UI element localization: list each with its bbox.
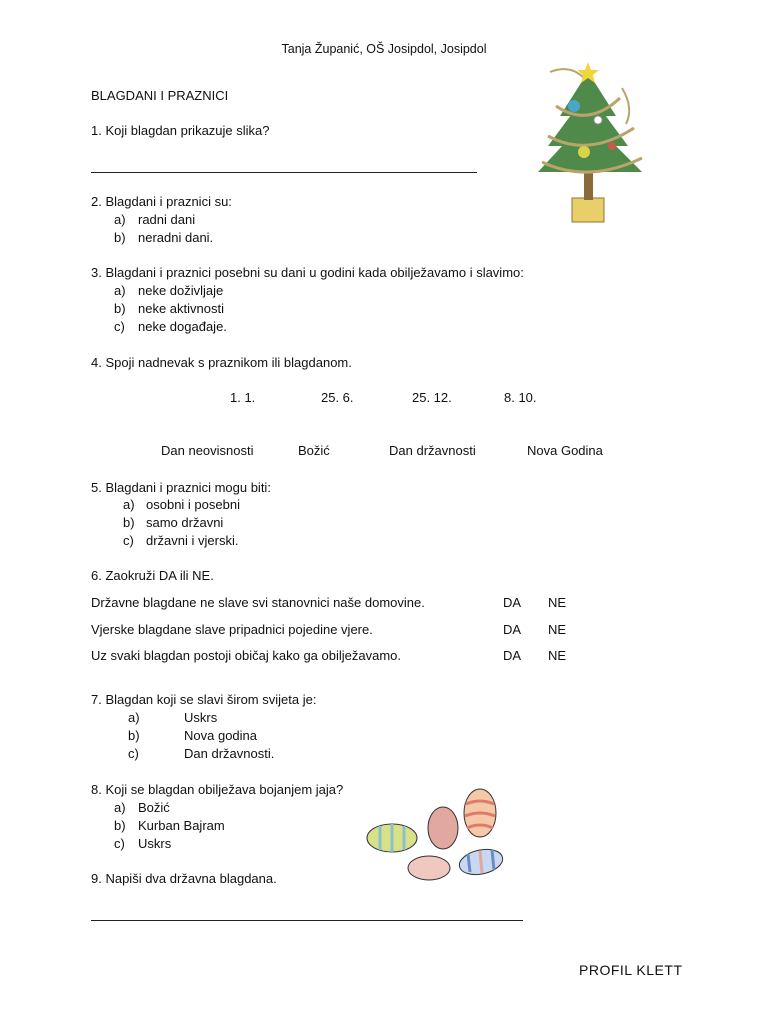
- q3-option-a[interactable]: neke doživljaje: [138, 283, 224, 298]
- q5-option-b-letter: b): [123, 515, 135, 530]
- holiday-item[interactable]: Nova Godina: [527, 443, 603, 458]
- q6-statement: Uz svaki blagdan postoji običaj kako ga obilježavamo.: [91, 648, 402, 663]
- q3-option-c[interactable]: neke događaje.: [138, 319, 227, 334]
- christmas-tree-image: [530, 58, 660, 226]
- q5-option-c-letter: c): [123, 533, 134, 548]
- q7-option-c[interactable]: Dan državnosti.: [184, 746, 275, 761]
- answer-line-9[interactable]: [91, 920, 523, 921]
- q8-option-a[interactable]: Božić: [138, 800, 170, 815]
- question-7: 7. Blagdan koji se slavi širom svijeta je:: [91, 692, 317, 707]
- page-header: Tanja Županić, OŠ Josipdol, Josipdol: [281, 42, 487, 56]
- q7-option-b-letter: b): [128, 728, 140, 743]
- q6-statement: Državne blagdane ne slave svi stanovnici naše domovine.: [91, 595, 425, 610]
- holiday-item[interactable]: Božić: [298, 443, 330, 458]
- q3-option-c-letter: c): [114, 319, 125, 334]
- q6-no-option[interactable]: NE: [548, 622, 567, 637]
- q2-option-a-letter: a): [114, 212, 126, 227]
- date-item[interactable]: 8. 10.: [504, 390, 537, 405]
- question-6: 6. Zaokruži DA ili NE.: [91, 568, 214, 583]
- q8-option-c[interactable]: Uskrs: [138, 836, 172, 851]
- q6-no-option[interactable]: NE: [548, 648, 567, 663]
- question-5: 5. Blagdani i praznici mogu biti:: [91, 480, 271, 495]
- q7-option-c-letter: c): [128, 746, 139, 761]
- q5-option-b[interactable]: samo državni: [146, 515, 224, 530]
- q6-yes-option[interactable]: DA: [503, 595, 522, 610]
- q2-option-b[interactable]: neradni dani.: [138, 230, 214, 245]
- q6-yes-option[interactable]: DA: [503, 622, 522, 637]
- q7-option-a-letter: a): [128, 710, 140, 725]
- question-8: 8. Koji se blagdan obilježava bojanjem jaja?: [91, 782, 344, 797]
- q8-option-b[interactable]: Kurban Bajram: [138, 818, 225, 833]
- question-1: 1. Koji blagdan prikazuje slika?: [91, 123, 270, 138]
- q5-option-c[interactable]: državni i vjerski.: [146, 533, 239, 548]
- q8-option-a-letter: a): [114, 800, 126, 815]
- q7-option-a[interactable]: Uskrs: [184, 710, 218, 725]
- publisher-footer: PROFIL KLETT: [579, 962, 683, 978]
- date-item[interactable]: 25. 6.: [321, 390, 354, 405]
- q8-option-c-letter: c): [114, 836, 125, 851]
- question-9: 9. Napiši dva državna blagdana.: [91, 871, 277, 886]
- q3-option-b-letter: b): [114, 301, 126, 316]
- q7-option-b[interactable]: Nova godina: [184, 728, 257, 743]
- q6-yes-option[interactable]: DA: [503, 648, 522, 663]
- q3-option-a-letter: a): [114, 283, 126, 298]
- q5-option-a-letter: a): [123, 497, 135, 512]
- date-item[interactable]: 1. 1.: [230, 390, 256, 405]
- question-2: 2. Blagdani i praznici su:: [91, 194, 232, 209]
- q2-option-a[interactable]: radni dani: [138, 212, 196, 227]
- q6-no-option[interactable]: NE: [548, 595, 567, 610]
- worksheet-title: BLAGDANI I PRAZNICI: [91, 88, 229, 103]
- question-3: 3. Blagdani i praznici posebni su dani u godini kada obilježavamo i slavimo:: [91, 265, 524, 280]
- answer-line-1[interactable]: [91, 172, 477, 173]
- q8-option-b-letter: b): [114, 818, 126, 833]
- q3-option-b[interactable]: neke aktivnosti: [138, 301, 224, 316]
- q6-statement: Vjerske blagdane slave pripadnici pojedine vjere.: [91, 622, 373, 637]
- q2-option-b-letter: b): [114, 230, 126, 245]
- q5-option-a[interactable]: osobni i posebni: [146, 497, 240, 512]
- holiday-item[interactable]: Dan državnosti: [389, 443, 476, 458]
- holiday-item[interactable]: Dan neovisnosti: [161, 443, 254, 458]
- question-4: 4. Spoji nadnevak s praznikom ili blagdanom.: [91, 355, 352, 370]
- easter-eggs-image: [364, 786, 510, 886]
- date-item[interactable]: 25. 12.: [412, 390, 452, 405]
